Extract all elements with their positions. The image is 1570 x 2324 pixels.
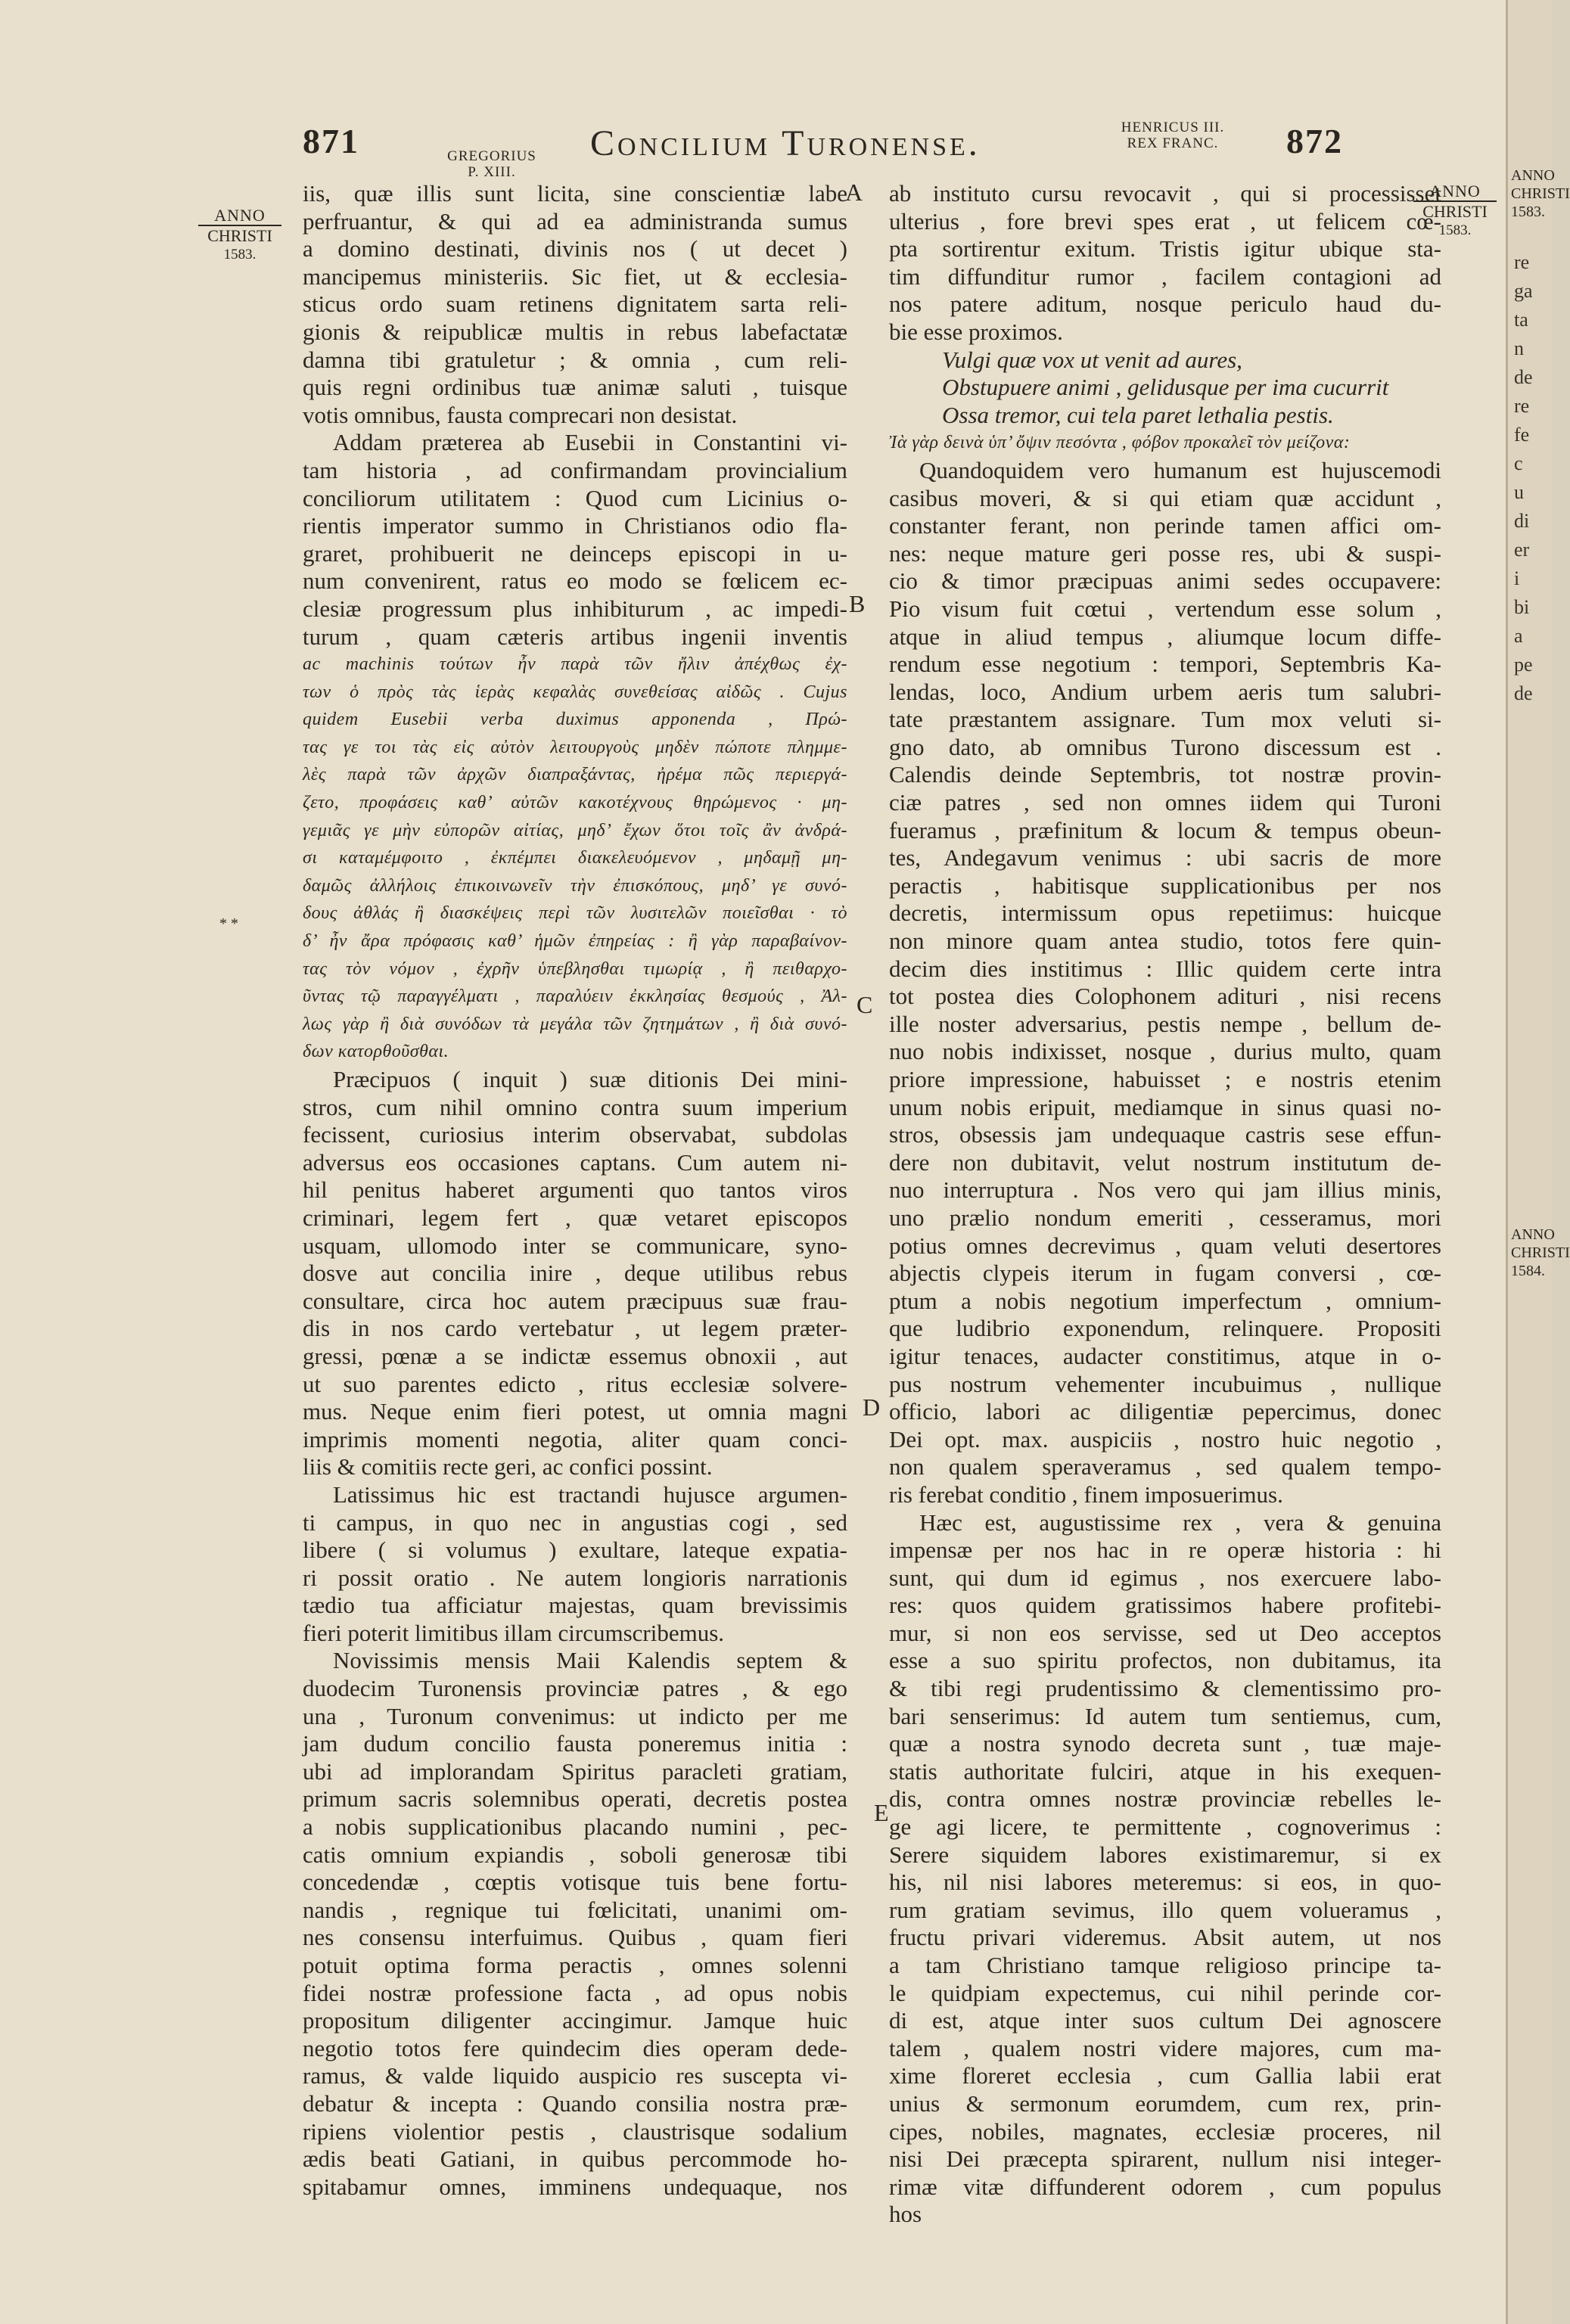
text-line: mur, si non eos servisse, sed ut Deo acceptos: [889, 1619, 1441, 1646]
text-line: decim dies institimus : Illic quidem certe intra: [889, 955, 1441, 982]
text-line: usquam, ullomodo inter se communicare, syno-: [303, 1232, 847, 1259]
text-line: damna tibi gratuletur ; & omnia , cum reli-: [303, 346, 847, 373]
adjacent-fragment: c: [1514, 452, 1523, 474]
adjacent-page-edge: [1506, 0, 1570, 2324]
text-line: Latissimus hic est tractandi hujusce argumen-: [333, 1480, 847, 1508]
text-line: Obstupuere animi , gelidusque per ima cucurrit: [942, 374, 1389, 401]
text-line: xime floreret ecclesia , cum Gallia labii erat: [889, 2062, 1441, 2089]
text-line: ripiens violentior pestis , claustrisque sodalium: [303, 2117, 847, 2145]
text-line: a tam Christiano tamque religioso principe ta-: [889, 1952, 1441, 1978]
adjacent-year: 1584.: [1511, 1263, 1545, 1279]
margin-christi: CHRISTI: [207, 226, 272, 245]
text-line: Ἰὰ γὰρ δεινὰ ὑπ’ ὄψιν πεσόντα , φόβον προκαλεῖ τὸν μείζονα:: [889, 433, 1351, 453]
text-line: ti campus, in quo nec in angustias cogi , sed: [303, 1508, 847, 1536]
text-line: Quandoquidem vero humanum est hujuscemodi: [919, 456, 1441, 483]
text-line: igitur tenaces, audacter constitimus, atque in o-: [889, 1342, 1441, 1369]
page-title: Concilium Turonense.: [590, 123, 981, 163]
adjacent-fragment: ta: [1514, 309, 1528, 331]
adjacent-margin-note-top: [1511, 166, 1570, 221]
text-line: nuo nobis indixisset, nosque , durius multo, quam: [889, 1038, 1441, 1065]
text-line: dere non dubitavit, velut nostrum institutum de-: [889, 1148, 1441, 1176]
text-line: Dei opt. max. auspiciis , nostro huic negotio ,: [889, 1425, 1441, 1452]
text-line: bie esse proximos.: [889, 318, 1063, 345]
text-line: γεμιᾶς γε μὴν εὐπορῶν αἰτίας, μηδ’ ἔχων ὅτοι τοῖς ἂν ἀνδρά-: [303, 820, 847, 840]
text-line: unum nobis eripuit, mediamque in sinus quasi no-: [889, 1093, 1441, 1120]
left-header-note: [435, 148, 549, 180]
text-line: hil penitus haberet argumenti quo tantos viros: [303, 1176, 847, 1204]
text-line: σι καταμέμφοιτο , ἐκπέμπει διακελευόμενον , μηδαμῇ μη-: [303, 848, 847, 868]
text-line: nandis , regnique tui fœlicitati, unanimi om-: [303, 1896, 847, 1923]
text-line: officio, labori ac diligentiæ pepercimus, donec: [889, 1398, 1441, 1425]
text-line: non qualem speraveramus , sed qualem tempo-: [889, 1453, 1441, 1480]
right-text-column: [889, 180, 1441, 2229]
text-line: sunt, qui dum id egimus , nos exercuere labo-: [889, 1564, 1441, 1591]
text-line: quis regni ordinibus tuæ animæ saluti , tuisque: [303, 374, 847, 401]
adjacent-fragment: re: [1514, 395, 1530, 417]
text-line: rum gratiam sevimus, illo quem volueramus ,: [889, 1896, 1441, 1923]
adjacent-fragment: er: [1514, 539, 1530, 561]
text-line: dis, contra omnes nostræ provinciæ rebelles le-: [889, 1785, 1441, 1813]
text-line: tot postea dies Colophonem adituri , nisi recens: [889, 983, 1441, 1010]
text-line: peractis , habitisque supplicationibus per nos: [889, 872, 1441, 899]
text-line: negotio totos fere quindecim dies operam dede-: [303, 2034, 847, 2061]
text-line: ac machinis τούτων ἦν παρὰ τῶν ἤλιν ἀπέχθως ἐχ-: [303, 654, 847, 675]
text-line: τας τὸν νόμον , ἐχρῆν ὑπεβλησθαι τιμωρίᾳ , ἢ πειθαρχο-: [303, 958, 847, 979]
adjacent-fragment: pe: [1514, 654, 1533, 676]
text-line: constanter ferant, non perinde tamen affici om-: [889, 512, 1441, 539]
text-line: primum sacris solemnibus operati, decretis postea: [303, 1785, 847, 1813]
text-line: bari senserimus: Id autem tum sentiemus, cum,: [889, 1702, 1441, 1729]
text-line: nes: neque mature geri posse res, ubi & suspi-: [889, 539, 1441, 567]
text-line: potuit optima forma peractis , omnes solenni: [303, 1952, 847, 1978]
king-name: HENRICUS III.: [1121, 120, 1225, 135]
text-line: δους ἀθλάς ἢ διασκέψεις περὶ τῶν λυσιτελῶν ποιεῖσθαι · τὸ: [303, 903, 847, 924]
text-line: λὲς παρὰ τῶν ἀρχῶν διαπραξάντας, ἠρέμα πῶς περιεργά-: [303, 765, 847, 785]
section-letter-d: D: [863, 1393, 881, 1421]
text-line: tam historia , ad confirmandam provincialium: [303, 456, 847, 483]
king-title: REX FRANC.: [1127, 135, 1219, 151]
text-line: pta sortirentur exitum. Tristis igitur ubique sta-: [889, 235, 1441, 263]
text-line: statis authoritate fulciri, atque in his exequen-: [889, 1757, 1441, 1785]
pope-name: GREGORIUS: [447, 148, 536, 164]
text-line: a nobis supplicationibus placando numini , pec-: [303, 1813, 847, 1841]
text-line: nisi Dei præcepta spirarent, nullum nisi integer-: [889, 2145, 1441, 2173]
text-line: uno prælio nondum emeriti , cesseramus, mori: [889, 1204, 1441, 1231]
text-line: ædis beati Gatiani, in quibus percommode ho-: [303, 2145, 847, 2173]
text-line: tim diffunditur rumor , facilem contagioni ad: [889, 263, 1441, 290]
text-line: decretis, intermissum opus repetiimus: huicque: [889, 899, 1441, 927]
text-line: num convenirent, ratus eo modo se fœlicem ec-: [303, 567, 847, 595]
text-line: lendas, loco, Andium urbem aeris tum salubri-: [889, 678, 1441, 705]
text-line: ptum a nobis negotium imperfectum , omnium-: [889, 1287, 1441, 1314]
text-line: mancipemus ministeriis. Sic fiet, ut & ecclesia-: [303, 263, 847, 290]
text-line: των ὁ πρὸς τὰς ἱερὰς κεφαλὰς συνεθείσας αἰδῶς . Cujus: [303, 682, 847, 702]
text-line: Vulgi quæ vox ut venit ad aures,: [942, 346, 1242, 373]
text-line: adversus eos occasiones captans. Cum autem ni-: [303, 1148, 847, 1176]
text-line: his, nil nisi labores meteremus: si eos, in quo-: [889, 1869, 1441, 1896]
text-line: atque in aliud tempus , aliumque locum diffe-: [889, 623, 1441, 650]
text-line: criminari, legem fert , quæ vetaret episcopos: [303, 1204, 847, 1231]
margin-anno: ANNO: [1413, 182, 1497, 202]
text-line: ge agi licere, te permittente , cognoverimus :: [889, 1813, 1441, 1841]
adjacent-fragment: re: [1514, 251, 1530, 273]
left-page-number: 871: [303, 122, 359, 160]
text-line: cipes, nobiles, magnates, ecclesiæ proceres, nil: [889, 2117, 1441, 2145]
text-line: res: quos quidem gratissimos habere profitebi-: [889, 1592, 1441, 1619]
text-line: δαμῶς ἀλλήλοις ἐπικοινωνεῖν τὴν ἐπισκόπους, μηδ’ γε συνό-: [303, 875, 847, 896]
text-line: gionis & reipublicæ multis in rebus labefactatæ: [303, 318, 847, 345]
text-line: mus. Neque enim fieri potest, ut omnia magni: [303, 1398, 847, 1425]
text-line: rientis imperator summo in Christianos odio fla-: [303, 512, 847, 539]
text-line: stros, obsessis jam undequaque castris sese effun-: [889, 1121, 1441, 1148]
text-line: gno dato, ab omnibus Turono discessum est .: [889, 733, 1441, 760]
adjacent-fragment: bi: [1514, 596, 1530, 618]
adjacent-anno: ANNO: [1511, 1226, 1555, 1243]
text-line: iis, quæ illis sunt licita, sine conscientiæ labe: [303, 180, 847, 207]
text-line: Hæc est, augustissime rex , vera & genuina: [919, 1508, 1441, 1536]
margin-anno: ANNO: [198, 206, 281, 226]
text-line: δων κατορθοῦσθαι.: [303, 1042, 449, 1062]
text-line: ri possit oratio . Ne autem longioris narrationis: [303, 1564, 847, 1591]
text-line: duodecim Turonensis provinciæ patres , & ego: [303, 1675, 847, 1702]
text-line: nes consensu interfuimus. Quibus , quam fieri: [303, 1924, 847, 1951]
text-line: tædio tua afficiatur majestas, quam brevissimis: [303, 1592, 847, 1619]
text-line: ulterius , fore brevi spes erat , ut felicem cœ-: [889, 207, 1441, 235]
adjacent-christi: CHRISTI: [1511, 185, 1570, 202]
running-header: [0, 113, 1506, 180]
text-line: ris ferebat conditio , finem imposuerimus.: [889, 1480, 1283, 1508]
text-line: priore impressione, habuisset ; e nostris etenim: [889, 1066, 1441, 1092]
text-line: tes, Andegavum venimus : ubi sacris de more: [889, 844, 1441, 872]
margin-asterisk: * *: [219, 915, 238, 932]
text-line: ciæ patres , sed non omnes iidem qui Turoni: [889, 789, 1441, 816]
text-line: impensæ per nos hac in re operæ historia : hi: [889, 1536, 1441, 1564]
text-line: esse a suo spiritu profectos, non dubitamus, ita: [889, 1647, 1441, 1674]
text-line: jam dudum concilio fausta poneremus initia :: [303, 1730, 847, 1757]
text-line: libere ( si volumus ) exultare, lateque expatia-: [303, 1536, 847, 1564]
pope-number: P. XIII.: [468, 164, 516, 180]
text-line: potius omnes decrevimus , quam veluti desertores: [889, 1232, 1441, 1259]
text-line: Pio visum fuit cœtui , vertendum esse solum ,: [889, 595, 1441, 622]
text-line: quidem Eusebii verba duximus apponenda , Πρώ-: [303, 710, 847, 730]
text-line: dis in nos cardo vertebatur , ut legem præter-: [303, 1315, 847, 1342]
text-line: fidei nostræ professione facta , ad opus nobis: [303, 1979, 847, 2006]
adjacent-margin-note-bottom: [1511, 1226, 1570, 1280]
text-line: ramus, & valde liquido auspicio res suscepta vi-: [303, 2062, 847, 2089]
text-line: λως γὰρ ἢ διὰ συνόδων τὰ μεγάλα τῶν ζητημάτων , ἢ διὰ συνό-: [303, 1014, 847, 1034]
text-line: votis omnibus, fausta comprecari non desistat.: [303, 401, 738, 428]
section-letter-a: A: [845, 179, 863, 206]
text-line: cio & timor præcipuas animi sedes occupavere:: [889, 567, 1441, 595]
text-line: tate præstantem assignare. Tum mox veluti si-: [889, 706, 1441, 733]
text-line: ille noster adversarius, pestis nempe , bellum de-: [889, 1010, 1441, 1037]
text-line: δ’ ἦν ἄρα πρόφασις καθ’ ἡμῶν ἐπηρείας : ἢ γὰρ παραβαίνον-: [303, 931, 847, 952]
text-line: consultare, circa hoc autem præcipuus suæ frau-: [303, 1287, 847, 1314]
text-line: Calendis deinde Septembris, tot nostræ provin-: [889, 761, 1441, 788]
text-line: turum , quam cæteris artibus ingenii inventis: [303, 623, 847, 650]
adjacent-fragment: de: [1514, 366, 1533, 388]
section-letter-b: B: [849, 590, 866, 617]
text-line: concedendæ , cœptis votisque tuis bene fortu-: [303, 1869, 847, 1896]
text-line: Novissimis mensis Maii Kalendis septem &: [333, 1647, 847, 1674]
text-line: catis omnium expiandis , soboli generosæ tibi: [303, 1841, 847, 1868]
text-line: talem , qualem nostri videre majores, cum ma-: [889, 2034, 1441, 2061]
adjacent-fragment: a: [1514, 625, 1523, 647]
text-line: nos patere aditum, nosque periculo haud du-: [889, 290, 1441, 318]
text-line: ῦντας τῷ παραγγέλματι , παραλύειν ἐκκλησίας θεσμούς , Ἀλ-: [303, 986, 847, 1007]
section-letter-e: E: [874, 1799, 889, 1826]
text-line: perfruantur, & qui ad ea administranda sumus: [303, 207, 847, 235]
text-line: Addam præterea ab Eusebii in Constantini vi-: [333, 429, 847, 456]
text-line: spitabamur omnes, imminens undequaque, nos: [303, 2173, 847, 2200]
text-line: non minore quam antea studio, totos fere quin-: [889, 927, 1441, 955]
adjacent-christi: CHRISTI: [1511, 1244, 1570, 1261]
margin-year: 1583.: [223, 247, 256, 263]
text-line: fueramus , præfinitum & locum & tempus obeun-: [889, 816, 1441, 844]
section-letter-c: C: [857, 991, 873, 1018]
adjacent-fragment: u: [1514, 481, 1524, 503]
right-page-number: 872: [1286, 122, 1343, 160]
text-line: fieri poterit limitibus illam circumscribemus.: [303, 1619, 725, 1646]
text-line: clesiæ progressum plus inhibiturum , ac impedi-: [303, 595, 847, 622]
adjacent-fragment: de: [1514, 682, 1533, 704]
text-line: quæ a nostra synodo decreta sunt , tuæ maje-: [889, 1730, 1441, 1757]
text-line: rendum esse negotium : tempori, Septembris Ka-: [889, 651, 1441, 678]
adjacent-anno: ANNO: [1511, 167, 1555, 184]
adjacent-fragment: fe: [1514, 424, 1530, 446]
text-line: τας γε τοι τὰς εἰς αὐτὸν λειτουργοὺς μηδὲν πώποτε πλημμε-: [303, 737, 847, 757]
left-text-column: [303, 180, 847, 2201]
text-line: graret, prohibuerit ne deinceps episcopi in u-: [303, 539, 847, 567]
text-line: a domino destinati, divinis nos ( ut decet ): [303, 235, 847, 263]
adjacent-fragment: i: [1514, 567, 1520, 589]
text-line: imprimis momenti negotia, aliter quam conci-: [303, 1425, 847, 1452]
right-header-note: [1101, 120, 1245, 151]
text-line: fecissent, curiosius interim observabat, subdolas: [303, 1121, 847, 1148]
text-line: fructu privari videremus. Absit autem, ut nos: [889, 1924, 1441, 1951]
text-line: rimæ vitæ diffunderent odorem , cum populus: [889, 2173, 1441, 2200]
text-line: hos: [889, 2201, 922, 2228]
adjacent-year: 1583.: [1511, 204, 1545, 220]
text-line: Præcipuos ( inquit ) suæ ditionis Dei mini-: [333, 1066, 847, 1092]
text-line: pus nostrum vehementer incubuimus , nullique: [889, 1370, 1441, 1397]
text-line: stros, cum nihil omnino contra suum imperium: [303, 1093, 847, 1120]
text-line: liis & comitiis recte geri, ac confici possint.: [303, 1453, 713, 1480]
text-line: sticus ordo suam retinens dignitatem sarta reli-: [303, 290, 847, 318]
left-margin-year-note: [198, 206, 281, 264]
text-line: & tibi regi prudentissimo & clementissimo pro-: [889, 1675, 1441, 1702]
text-line: casibus moveri, & si qui etiam quæ accidunt ,: [889, 484, 1441, 511]
text-line: propositum diligenter accingimur. Jamque huic: [303, 2007, 847, 2034]
text-line: unius & sermonum eorumdem, cum rex, prin-: [889, 2089, 1441, 2117]
text-line: nuo interruptura . Nos vero qui jam illius minis,: [889, 1176, 1441, 1204]
text-line: conciliorum utilitatem : Quod cum Licinius o-: [303, 484, 847, 511]
adjacent-fragment: n: [1514, 337, 1524, 359]
text-line: gressi, pœnæ a se indictæ essemus obnoxii , aut: [303, 1342, 847, 1369]
text-line: di est, atque inter suos cultum Dei agnoscere: [889, 2007, 1441, 2034]
text-line: Serere siquidem labores existimaremur, si ex: [889, 1841, 1441, 1868]
text-line: dosve aut concilia inire , deque utilibus rebus: [303, 1260, 847, 1287]
text-line: abjectis clypeis iterum in fugam conversi , cœ-: [889, 1260, 1441, 1287]
text-line: Ossa tremor, cui tela paret lethalia pestis.: [942, 401, 1334, 428]
text-line: debatur & incepta : Quando consilia nostra præ-: [303, 2089, 847, 2117]
text-line: ubi ad implorandam Spiritus paracleti gratiam,: [303, 1757, 847, 1785]
text-line: ut suo parentes edicto , ritus ecclesiæ solvere-: [303, 1370, 847, 1397]
margin-year: 1583.: [1438, 222, 1472, 238]
text-line: le quidpiam expectemus, cui nihil perinde cor-: [889, 1979, 1441, 2006]
text-line: una , Turonum convenimus: ut indicto per me: [303, 1702, 847, 1729]
text-line: que ludibrio exponendum, relinquere. Propositi: [889, 1315, 1441, 1342]
margin-christi: CHRISTI: [1422, 202, 1488, 221]
adjacent-fragment: di: [1514, 510, 1530, 532]
text-line: ζετο, προφάσεις καθ’ αὐτῶν κακοτέχνους θηρώμενος · μη-: [303, 793, 847, 813]
adjacent-fragment: ga: [1514, 280, 1533, 302]
text-line: ab instituto cursu revocavit , qui si processisset: [889, 180, 1441, 207]
